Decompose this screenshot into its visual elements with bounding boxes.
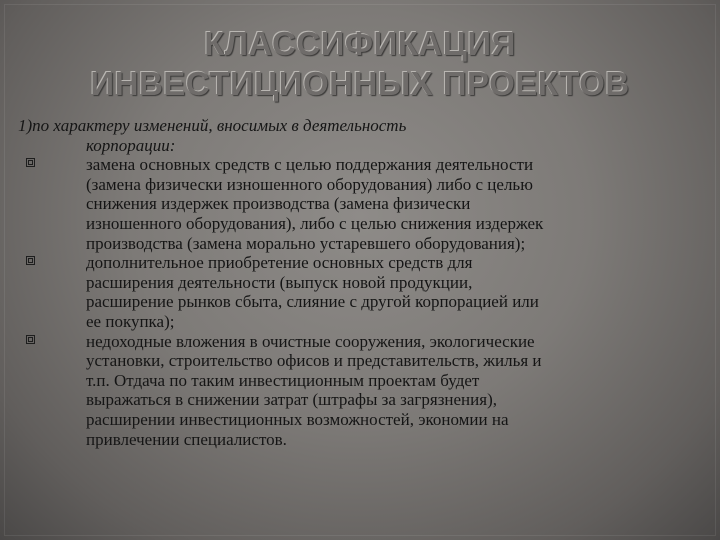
list-item-line: т.п. Отдача по таким инвестиционным проектам будет xyxy=(86,370,480,390)
square-bullet-icon xyxy=(26,158,35,167)
list-item-line: привлечении специалистов. xyxy=(86,429,287,449)
list-item-line: расширении инвестиционных возможностей, экономии на xyxy=(86,409,509,429)
slide-title xyxy=(0,24,720,104)
title-line-1: КЛАССИФИКАЦИЯ xyxy=(204,25,516,62)
list-item-line: расширения деятельности (выпуск новой продукции, xyxy=(86,272,473,292)
subheading-line-1: 1)по характеру изменений, вносимых в деятельность xyxy=(18,116,407,135)
list-item xyxy=(18,253,694,331)
list-item-line: дополнительное приобретение основных средств для xyxy=(86,253,473,273)
list-item-line: ее покупка); xyxy=(86,311,175,331)
bullet-list xyxy=(18,155,694,449)
list-item-line: установки, строительство офисов и представительств, жилья и xyxy=(86,351,542,371)
square-bullet-icon xyxy=(26,335,35,344)
list-item xyxy=(18,332,694,450)
subheading-line-2: корпорации: xyxy=(86,135,176,155)
title-line-2: ИНВЕСТИЦИОННЫХ ПРОЕКТОВ xyxy=(90,65,630,102)
list-item-line: (замена физически изношенного оборудования) либо с целью xyxy=(86,174,533,194)
slide-content xyxy=(18,116,694,449)
square-bullet-icon xyxy=(26,256,35,265)
subheading xyxy=(18,116,694,155)
list-item-line: замена основных средств с целью поддержания деятельности xyxy=(86,155,534,175)
list-item-line: недоходные вложения в очистные сооружения, экологические xyxy=(86,331,535,351)
list-item-line: выражаться в снижении затрат (штрафы за загрязнения), xyxy=(86,390,497,410)
list-item xyxy=(18,155,694,253)
list-item-line: расширение рынков сбыта, слияние с другой корпорацией или xyxy=(86,292,539,312)
list-item-line: снижения издержек производства (замена физически xyxy=(86,194,471,214)
list-item-line: производства (замена морально устаревшего оборудования); xyxy=(86,233,526,253)
list-item-line: изношенного оборудования), либо с целью снижения издержек xyxy=(86,213,544,233)
